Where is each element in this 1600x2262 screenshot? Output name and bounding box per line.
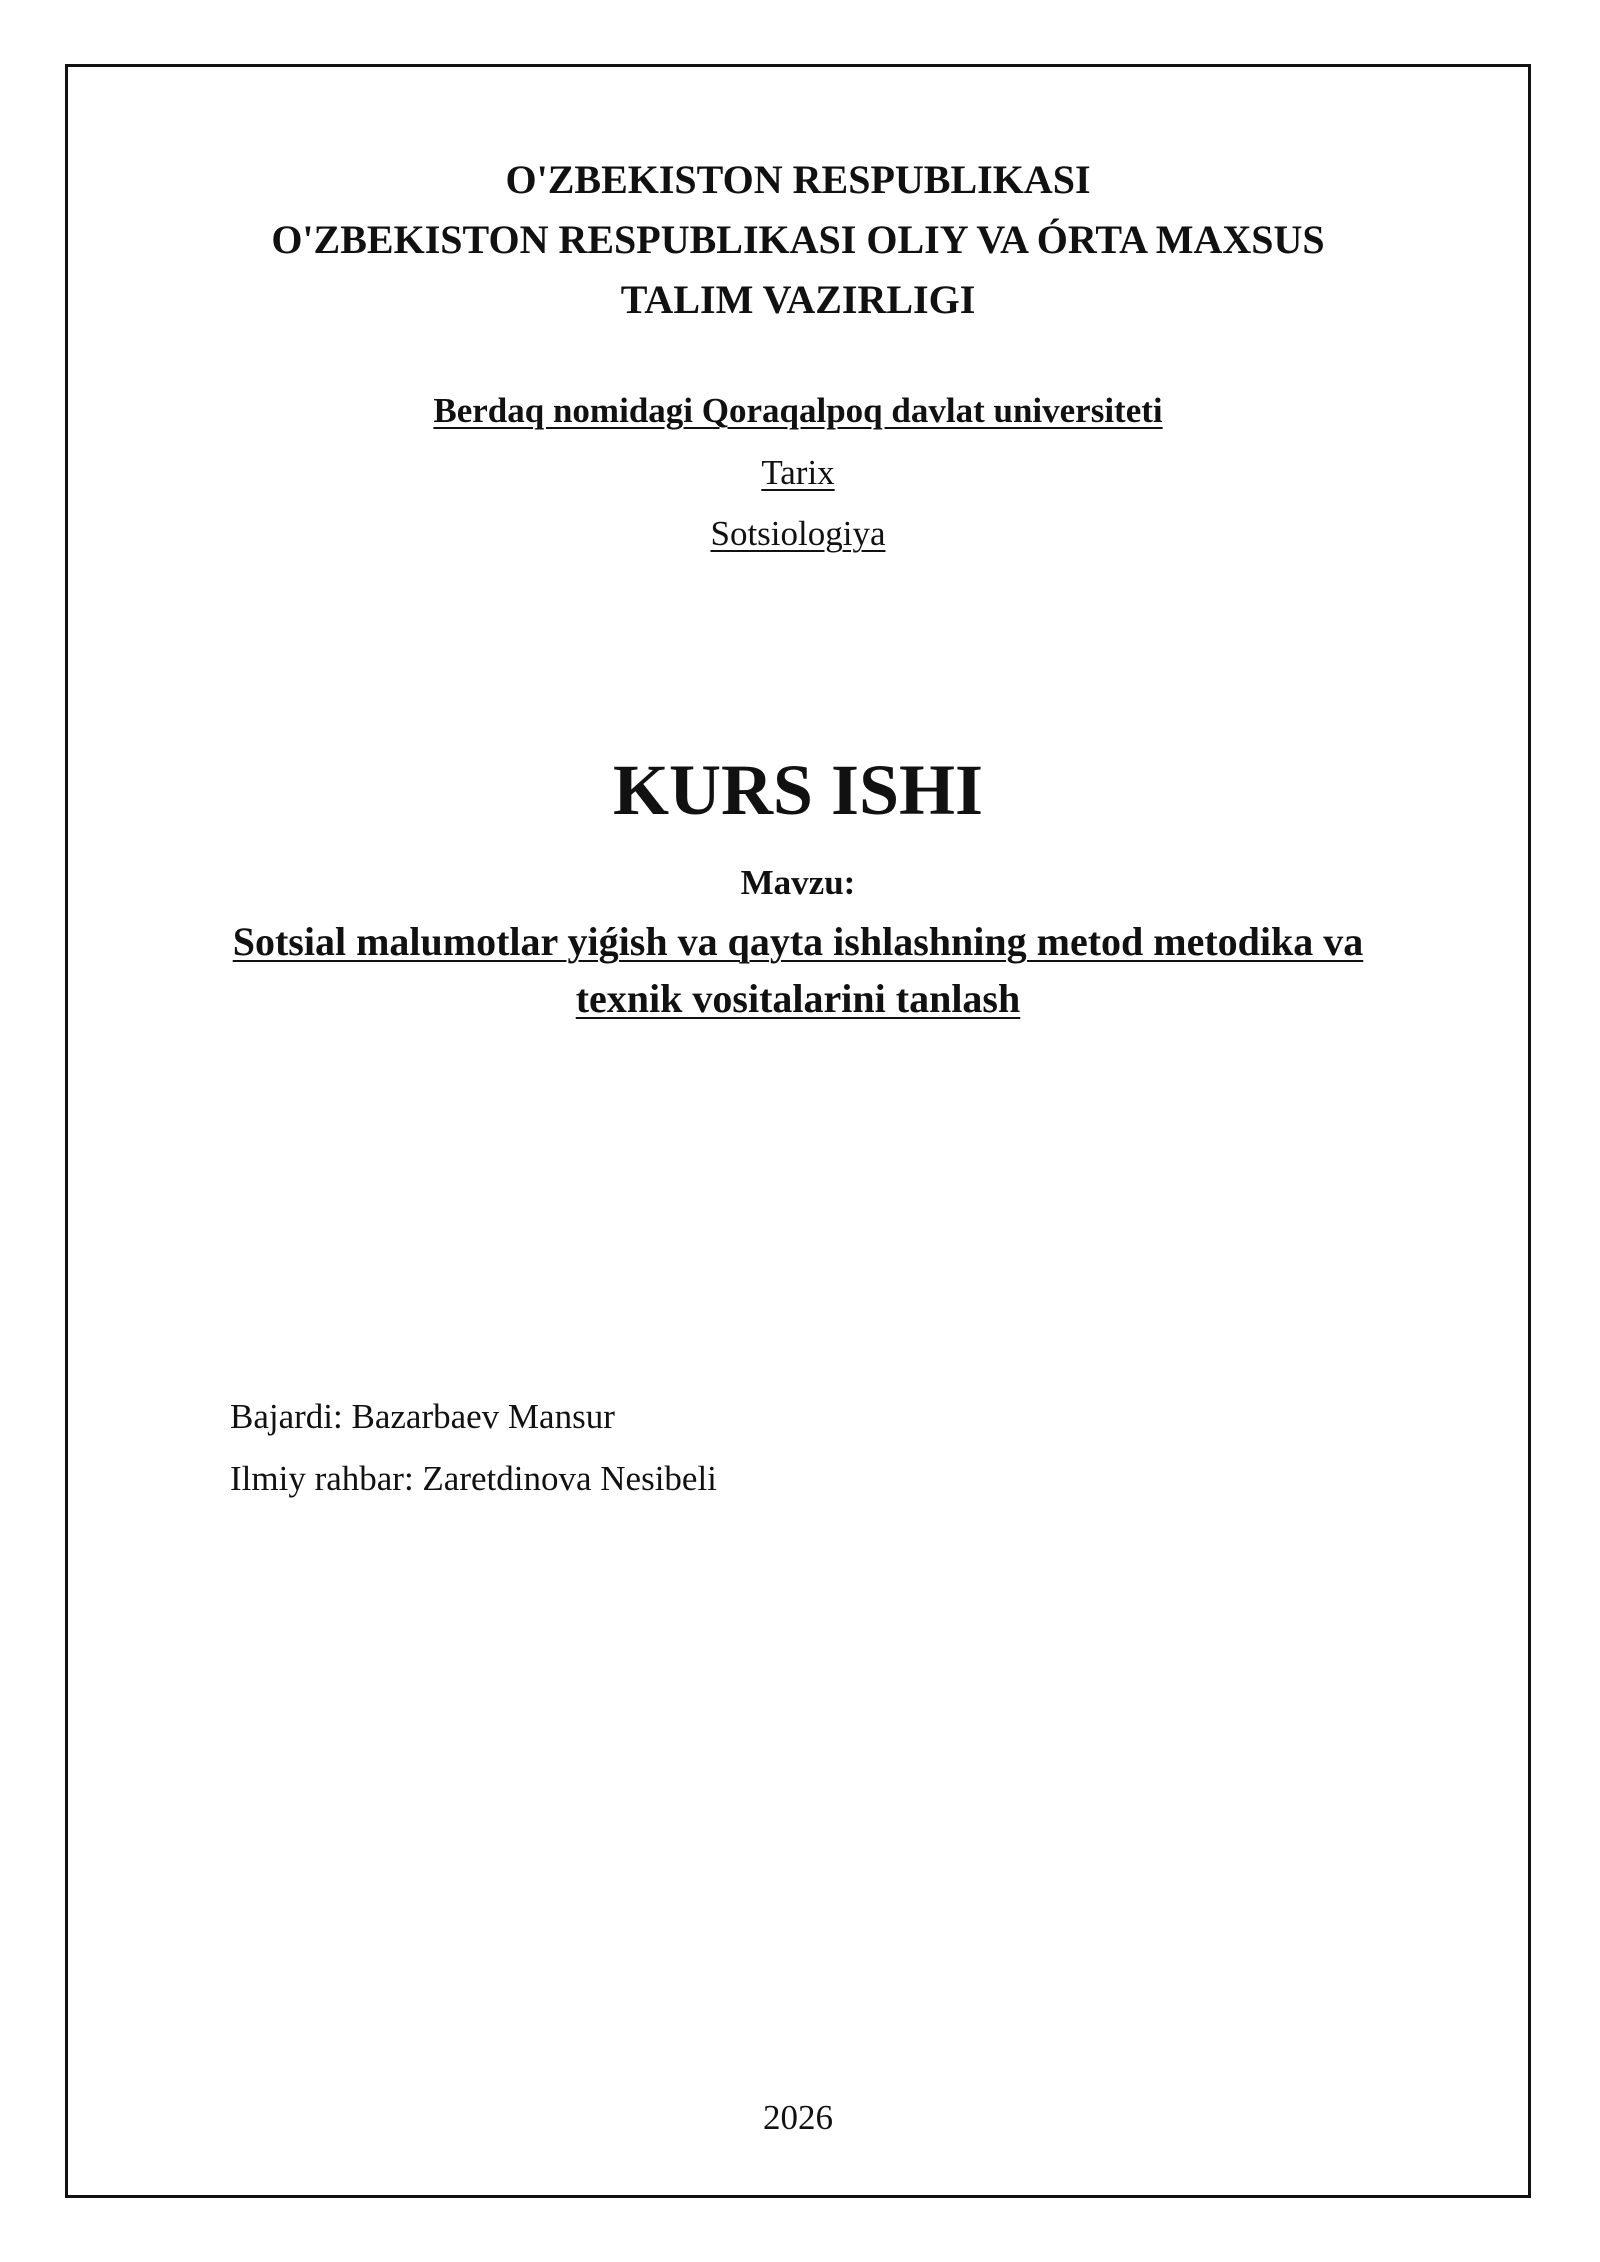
university-name-block — [65, 386, 1531, 436]
ministry-line-2: O'ZBEKISTON RESPUBLIKASI OLIY VA ÓRTA MAXSUS — [271, 217, 1325, 262]
ministry-line-1: O'ZBEKISTON RESPUBLIKASI — [505, 157, 1091, 202]
topic-title-line-1: Sotsial malumotlar yiǵish va qayta ishlashning metod metodika va — [232, 919, 1364, 964]
topic-title-line-2: texnik vositalarini tanlash — [575, 976, 1021, 1021]
ministry-header — [65, 150, 1531, 330]
ministry-line-3: TALIM VAZIRLIGI — [620, 277, 976, 322]
page-border — [65, 64, 1531, 2198]
faculty-name: Tarix — [761, 453, 835, 492]
topic-title — [65, 913, 1531, 1027]
supervisor-credit: Ilmiy rahbar: Zaretdinova Nesibeli — [230, 1459, 717, 1498]
university-name: Berdaq nomidagi Qoraqalpoq davlat universiteti — [433, 391, 1163, 430]
document-type-title: KURS ISHI — [612, 750, 984, 830]
topic-label: Mavzu: — [740, 863, 856, 902]
author-credit: Bajardi: Bazarbaev Mansur — [230, 1397, 615, 1436]
faculty-block — [65, 448, 1531, 498]
department-block — [65, 509, 1531, 559]
year: 2026 — [763, 2098, 833, 2137]
department-name: Sotsiologiya — [710, 514, 886, 553]
